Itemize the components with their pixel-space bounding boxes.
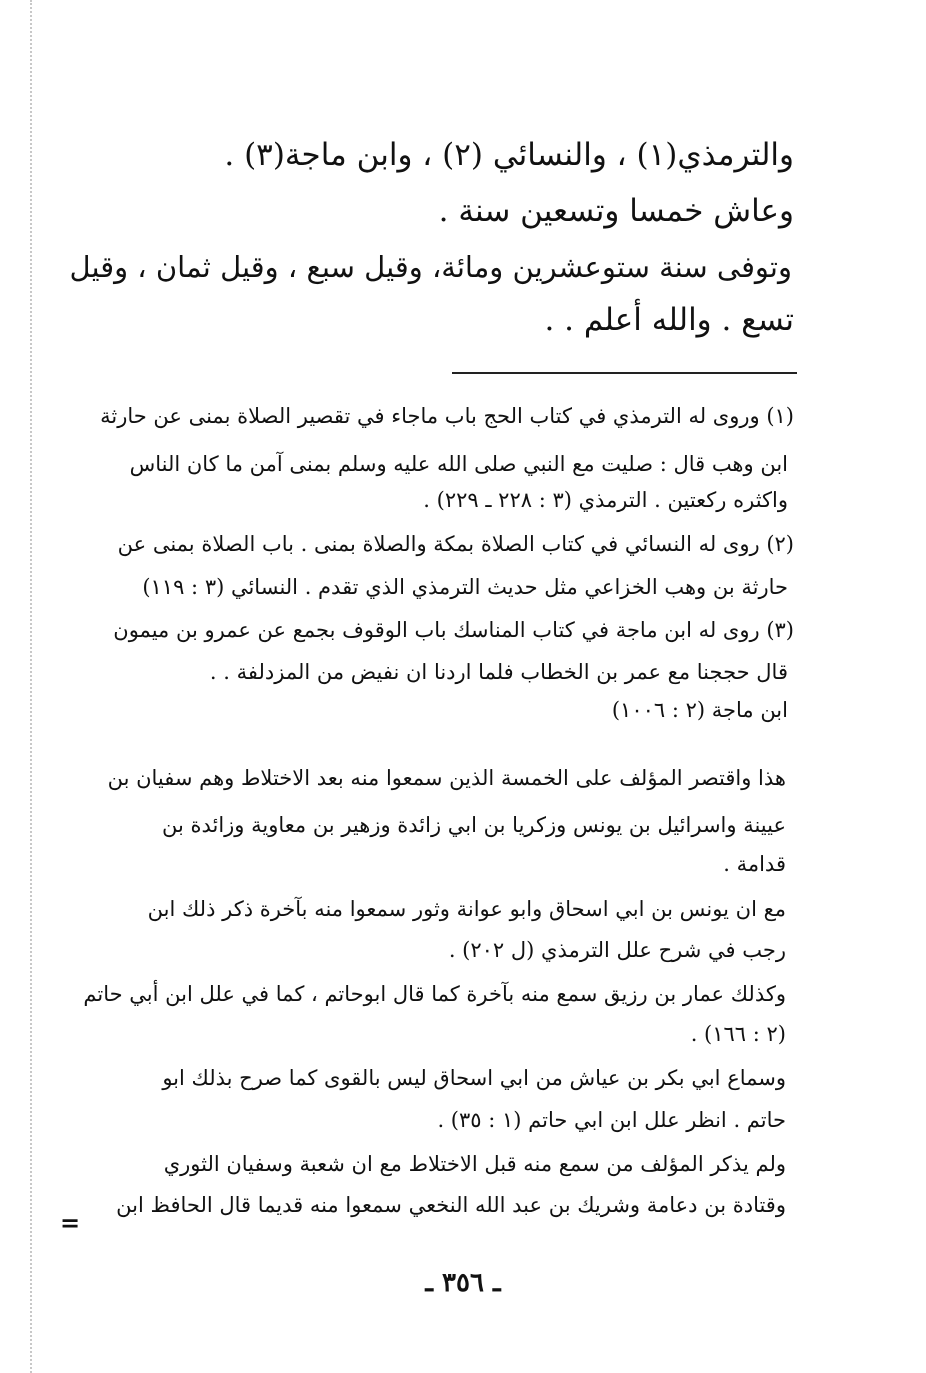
main-text-line: وتوفى سنة ستوعشرين ومائة، وقيل سبع ، وقيل ثمان ، وقيل: [69, 250, 792, 284]
note-line: وكذلك عمار بن رزيق سمع منه بآخرة كما قال ابوحاتم ، كما في علل ابن أبي حاتم: [83, 982, 786, 1006]
note-line: حاتم . انظر علل ابن ابي حاتم (١ : ٣٥) .: [437, 1108, 786, 1132]
main-text-line: وعاش خمسا وتسعين سنة .: [438, 193, 794, 229]
note-line: وقتادة بن دعامة وشريك بن عبد الله النخعي سمعوا منه قديما قال الحافظ ابن: [116, 1193, 786, 1217]
footnote-line: (١) وروى له الترمذي في كتاب الحج باب ماجاء في تقصير الصلاة بمنى عن حارثة: [100, 404, 794, 428]
footnote-line: (٢) روى له النسائي في كتاب الصلاة بمكة والصلاة بمنى . باب الصلاة بمنى عن: [117, 532, 794, 556]
main-text-line: تسع . والله أعلم . .: [544, 302, 794, 338]
footnote-line: (٣) روى له ابن ماجة في كتاب المناسك باب الوقوف بجمع عن عمرو بن ميمون: [113, 618, 794, 642]
note-line: رجب في شرح علل الترمذي (ل ٢٠٢) .: [448, 938, 786, 962]
continuation-mark: =: [60, 1208, 81, 1237]
footnote-line: ابن وهب قال : صليت مع النبي صلى الله عليه وسلم بمنى آمن ما كان الناس: [129, 452, 788, 476]
footnote-line: حارثة بن وهب الخزاعي مثل حديث الترمذي الذي تقدم . النسائي (٣ : ١١٩): [142, 575, 788, 599]
note-line: (٢ : ١٦٦) .: [690, 1022, 786, 1046]
note-line: مع ان يونس بن ابي اسحاق وابو عوانة وثور سمعوا منه بآخرة ذكر ذلك ابن: [147, 897, 786, 921]
left-margin-dotted-line: [30, 0, 32, 1373]
footnote-line: واكثره ركعتين . الترمذي (٣ : ٢٢٨ ـ ٢٢٩) .: [423, 488, 788, 512]
page-number: ـ ٣٥٦ ـ: [425, 1268, 501, 1298]
note-line: ولم يذكر المؤلف من سمع منه قبل الاختلاط مع ان شعبة وسفيان الثوري: [163, 1152, 786, 1176]
footnote-line: قال حججنا مع عمر بن الخطاب فلما اردنا ان نفيض من المزدلفة . .: [209, 660, 788, 684]
footnote-line: ابن ماجة (٢ : ١٠٠٦): [611, 698, 788, 722]
note-line: قدامة .: [723, 852, 786, 876]
note-line: وسماع ابي بكر بن عياش من ابي اسحاق ليس بالقوى كما صرح بذلك ابو: [162, 1066, 786, 1090]
note-line: عيينة واسرائيل بن يونس وزكريا بن ابي زائدة وزهير بن معاوية وزائدة بن: [161, 813, 786, 837]
note-line: هذا واقتصر المؤلف على الخمسة الذين سمعوا منه بعد الاختلاط وهم سفيان بن: [107, 766, 786, 790]
footnote-separator: [452, 372, 797, 374]
main-text-line: والترمذي(١) ، والنسائي (٢) ، وابن ماجة(٣) .: [224, 137, 794, 173]
